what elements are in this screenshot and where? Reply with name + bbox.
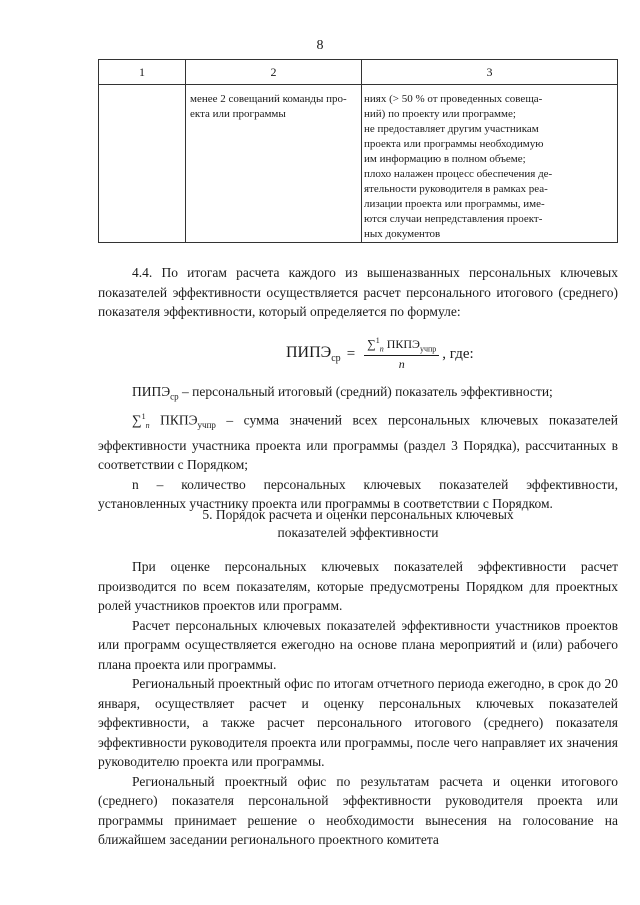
paragraph: Региональный проектный офис по итогам отчетного периода ежегодно, в срок до 20 января, осуществляет расчет и оценку персональных ключевых показателей эффективности, а также расчет персонального итогового (среднего) показателя эффективности руководителя проекта или программы, после чего направляет их значения руководителю проекта или программы. — [98, 676, 618, 769]
table-cell-col3 — [362, 85, 618, 243]
table-header-cell: 3 — [362, 60, 618, 85]
table-cell-col2 — [186, 85, 362, 243]
cell-line: ятельности руководителя в рамках реа- — [364, 183, 548, 195]
sum-sup: 1 — [141, 412, 146, 422]
definition-term-sub: ср — [170, 391, 179, 402]
definition-term-sub: учпр — [197, 420, 216, 431]
sum-sup: 1 — [375, 336, 380, 346]
formula — [286, 332, 474, 376]
sum-sub: n — [379, 344, 384, 354]
definition-1 — [98, 382, 618, 407]
cell-line: менее 2 совещаний команды про- — [190, 93, 347, 105]
paragraph: Расчет персональных ключевых показателей эффективности участников проектов или программ осуществляется ежегодно на основе плана мероприятий и (или) рабочего плана проекта или программы. — [98, 617, 618, 672]
formula-lhs — [286, 344, 341, 364]
definition-2 — [98, 407, 618, 475]
cell-line: лизации проекта или программы, име- — [364, 198, 545, 210]
formula-numerator — [364, 336, 439, 355]
section-title — [98, 506, 618, 542]
definition-text: – персональный итоговый (средний) показатель эффективности; — [178, 384, 553, 399]
cell-line: екта или программы — [190, 108, 286, 120]
formula-denominator: n — [398, 356, 405, 371]
formula-lhs-sub: ср — [331, 353, 341, 365]
formula-tail: , где: — [442, 345, 474, 362]
table-cell-col1 — [99, 85, 186, 243]
cell-line: плохо налажен процесс обеспечения де- — [364, 168, 553, 180]
section-title-line: 5. Порядок расчета и оценки персональных ключевых — [202, 507, 514, 522]
paragraph-4-4: 4.4. По итогам расчета каждого из вышеназванных персональных ключевых показателей эффективности осуществляется расчет персонального итогового (среднего) показателя эффективности, который определяется по формуле: — [98, 265, 618, 319]
table-header-row — [99, 60, 618, 85]
cell-line: им информацию в полном объеме; — [364, 153, 526, 165]
table-header-cell: 1 — [99, 60, 186, 85]
cell-line: не предоставляет другим участникам — [364, 123, 539, 135]
table-row — [99, 85, 618, 243]
formula-term-sub: учпр — [419, 344, 437, 354]
definition-term: ПИПЭ — [132, 384, 171, 399]
formula-term: ПКПЭ — [386, 337, 420, 352]
cell-line: ниях (> 50 % от проведенных совеща- — [364, 93, 543, 105]
formula-fraction — [364, 336, 439, 371]
sum-sub: n — [145, 421, 150, 431]
paragraph: Региональный проектный офис по результатам расчета и оценки итогового (среднего) показателя персональной эффективности руководителя проекта или программы принимает решение о необходимости вынесения на голосование на ближайшем заседании регионального проектного комитета — [98, 773, 618, 847]
formula-lhs-text: ПИПЭ — [286, 343, 332, 361]
section-5-body — [98, 557, 618, 850]
paragraph: При оценке персональных ключевых показателей эффективности расчет производится по всем показателям, которые предусмотрены Порядком для проектных ролей участников проектов или программ. — [98, 559, 618, 613]
cell-line: проекта или программы необходимую — [364, 138, 544, 150]
continuation-table — [98, 59, 618, 243]
page-number: 8 — [316, 38, 324, 53]
cell-line: ных документов — [364, 228, 441, 240]
cell-line: ний) по проекту или программе; — [364, 108, 516, 120]
formula-definitions — [98, 382, 618, 514]
sum-symbol: ∑ — [132, 412, 142, 428]
table-header-cell: 2 — [186, 60, 362, 85]
sum-symbol: ∑ — [367, 337, 376, 352]
formula-equals: = — [346, 345, 356, 362]
definition-text: – сумма значений всех персональных ключевых показателей эффективности участника проекта или программы (раздел 3 Порядка), рассчитанных в соответствии с Порядком; — [98, 412, 618, 473]
cell-line: ются случаи непредставления проект- — [364, 213, 543, 225]
definition-3: n – количество персональных ключевых показателей эффективности, установленных участнику проекта или программы в соответствии с Порядком. — [98, 476, 618, 512]
section-title-line: показателей эффективности — [277, 525, 439, 540]
definition-term: ПКПЭ — [149, 412, 198, 428]
